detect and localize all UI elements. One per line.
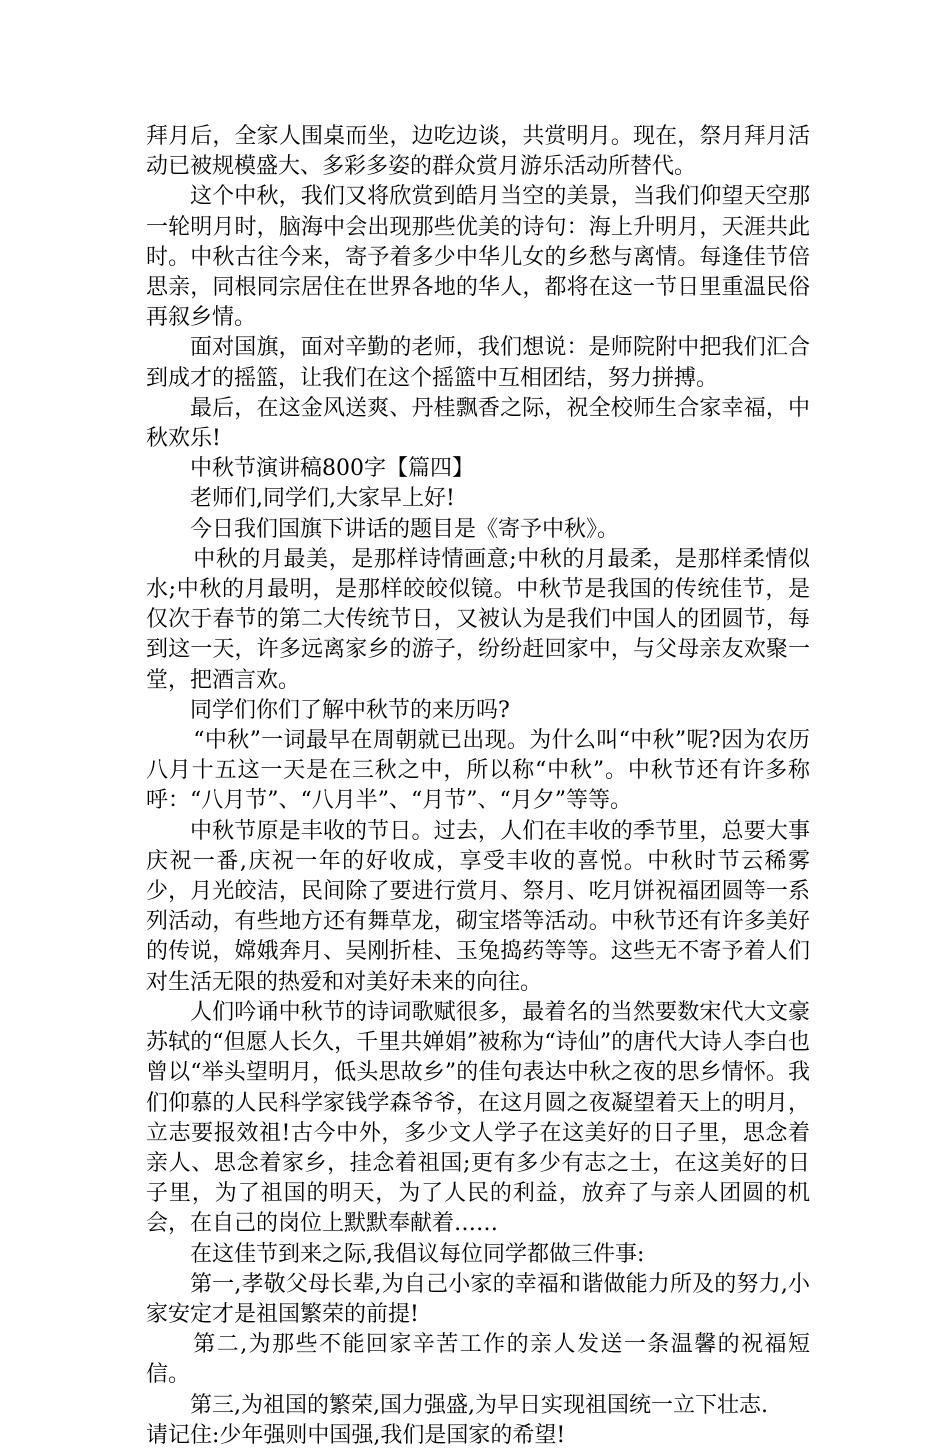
paragraph-proposal: 在这佳节到来之际,我倡议每位同学都做三件事:	[190, 1241, 645, 1267]
paragraph-2: 这个中秋，我们又将欣赏到皓月当空的美景，当我们仰望天空那一轮明月时，脑海中会出现那些优美的诗句：海上升明月，天涯共此时。中秋古往今来，寄予着多少中华儿女的乡愁与离情。每逢佳节倍思亲，同根同宗居住在世界各地的华人，都将在这一节日里重温民俗再叙乡情。	[146, 184, 810, 331]
paragraph-poems: 人们吟诵中秋节的诗词歌赋很多，最着名的当然要数宋代大文豪苏轼的“但愿人长久，千里共婵娟”被称为“诗仙”的唐代大诗人李白也曾以“举头望明月，低头思故乡”的佳句表达中秋之夜的思乡情怀。我们仰慕的人民科学家钱学森爷爷，在这月圆之夜凝望着天上的明月，立志要报效祖!古今中外，多少文人学子在这美好的日子里，思念着亲人、思念着家乡，挂念着祖国;更有多少有志之士，在这美好的日子里，为了祖国的明天，为了人民的利益，放弃了与亲人团圆的机会，在自己的岗位上默默奉献着……	[146, 999, 810, 1237]
paragraph-third: 第三,为祖国的繁荣,国力强盛,为早日实现祖国统一立下壮志.	[190, 1392, 768, 1418]
paragraph-1: 拜月后，全家人围桌而坐，边吃边谈，共赏明月。现在，祭月拜月活动已被规模盛大、多彩多姿的群众赏月游乐活动所替代。	[146, 124, 810, 180]
paragraph-question: 同学们你们了解中秋节的来历吗?	[190, 697, 510, 723]
paragraph-moon: 中秋的月最美，是那样诗情画意;中秋的月最柔，是那样柔情似水;中秋的月最明，是那样皎皎似镜。中秋节是我国的传统佳节，是仅次于春节的第二大传统节日，又被认为是我们中国人的团圆节，每到这一天，许多远离家乡的游子，纷纷赶回家中，与父母亲友欢聚一堂，把酒言欢。	[146, 546, 810, 693]
paragraph-origin: “中秋”一词最早在周朝就已出现。为什么叫“中秋”呢?因为农历八月十五这一天是在三秋之中，所以称“中秋”。中秋节还有许多称呼：“八月节”、“八月半”、“月节”、“月夕”等等。	[146, 728, 810, 814]
section-heading: 中秋节演讲稿800字【篇四】	[190, 456, 474, 482]
paragraph-second: 第二,为那些不能回家辛苦工作的亲人发送一条温馨的祝福短信。	[146, 1332, 810, 1388]
paragraph-harvest: 中秋节原是丰收的节日。过去，人们在丰收的季节里，总要大事庆祝一番,庆祝一年的好收成，享受丰收的喜悦。中秋时节云稀雾少，月光皎洁，民间除了要进行赏月、祭月、吃月饼祝福团圆等一系列活动，有些地方还有舞草龙，砌宝塔等活动。中秋节还有许多美好的传说，嫦娥奔月、吴刚折桂、玉兔捣药等等。这些无不寄予着人们对生活无限的热爱和对美好未来的向往。	[146, 818, 810, 995]
document-page	[146, 122, 810, 1451]
speech-topic: 今日我们国旗下讲话的题目是《寄予中秋》。	[190, 516, 620, 542]
paragraph-4: 最后，在这金风送爽、丹桂飘香之际，祝全校师生合家幸福，中秋欢乐!	[146, 395, 810, 452]
paragraph-closing: 请记住:少年强则中国强,我们是国家的希望!	[146, 1422, 566, 1448]
greeting: 老师们,同学们,大家早上好!	[190, 486, 455, 512]
paragraph-first: 第一,孝敬父母长辈,为自己小家的幸福和谐做能力所及的努力,小家安定才是祖国繁荣的前提!	[146, 1271, 810, 1327]
paragraph-3: 面对国旗，面对辛勤的老师，我们想说：是师院附中把我们汇合到成才的摇篮，让我们在这个摇篮中互相团结，努力拼搏。	[146, 335, 810, 391]
